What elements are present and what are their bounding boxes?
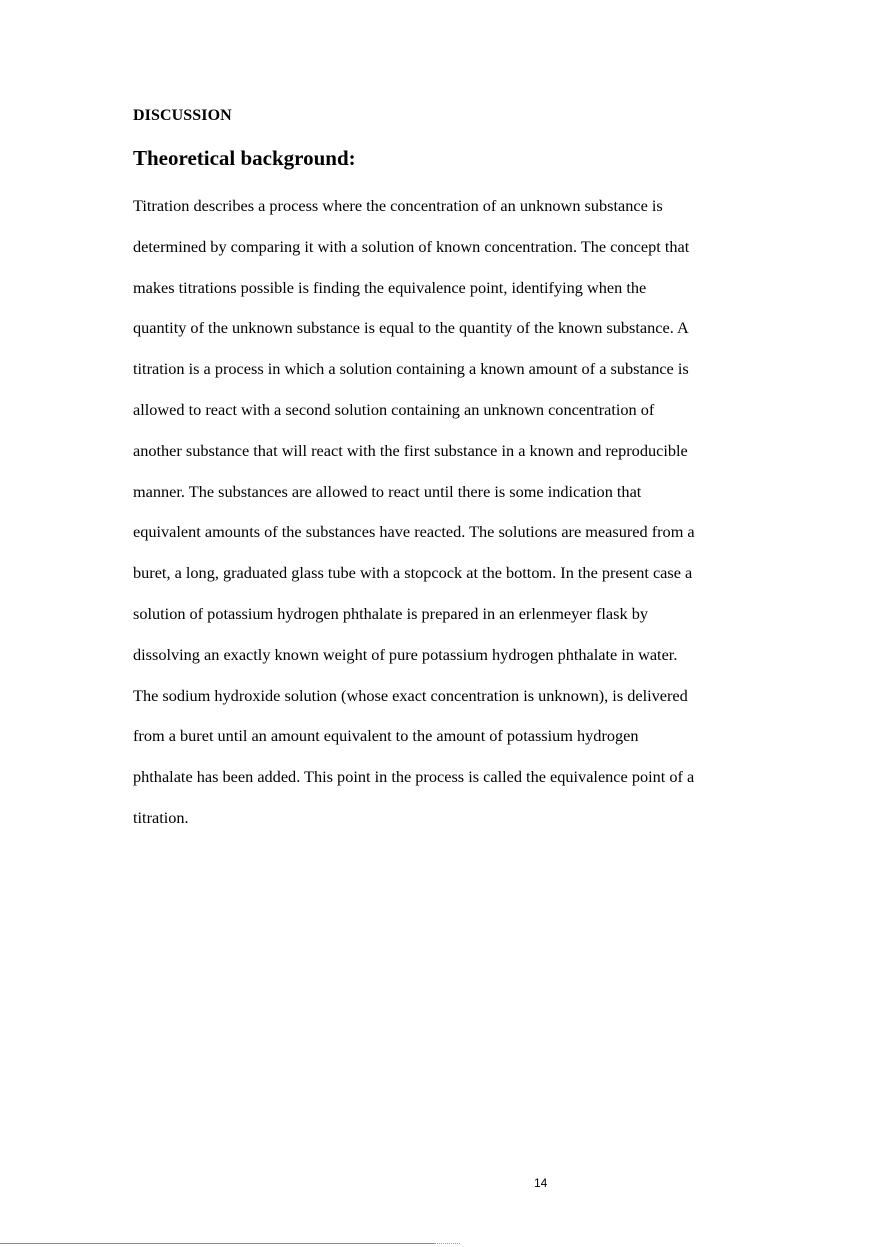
paragraph-line: buret, a long, graduated glass tube with a stopcock at the bottom. In the present case a (133, 563, 693, 583)
footer-divider (0, 1243, 434, 1244)
paragraph-line: from a buret until an amount equivalent to the amount of potassium hydrogen (133, 726, 639, 746)
paragraph-line: equivalent amounts of the substances have reacted. The solutions are measured from a (133, 522, 695, 542)
paragraph-line: Titration describes a process where the concentration of an unknown substance is (133, 196, 663, 215)
paragraph-line: solution of potassium hydrogen phthalate is prepared in an erlenmeyer flask by (133, 603, 648, 623)
footer-divider-dotted (434, 1243, 460, 1244)
paragraph-line: quantity of the unknown substance is equal to the quantity of the known substance. A (133, 318, 689, 338)
paragraph-line: The sodium hydroxide solution (whose exact concentration is unknown), is delivered (133, 685, 688, 705)
page-number: 14 (534, 1176, 548, 1190)
section-subheading: Theoretical background: (133, 146, 356, 170)
paragraph-line: manner. The substances are allowed to react until there is some indication that (133, 481, 642, 501)
paragraph-line: another substance that will react with the first substance in a known and reproducible (133, 440, 688, 460)
paragraph-line: titration. (133, 807, 189, 827)
paragraph-line: determined by comparing it with a solution of known concentration. The concept that (133, 236, 690, 256)
paragraph-line: makes titrations possible is finding the equivalence point, identifying when the (133, 277, 647, 297)
body-paragraph (133, 194, 773, 847)
paragraph-line: allowed to react with a second solution containing an unknown concentration of (133, 399, 655, 419)
paragraph-line: titration is a process in which a solution containing a known amount of a substance is (133, 359, 689, 379)
section-heading: DISCUSSION (133, 107, 232, 124)
paragraph-line: phthalate has been added. This point in the process is called the equivalence point of a (133, 767, 695, 787)
paragraph-line: dissolving an exactly known weight of pure potassium hydrogen phthalate in water. (133, 644, 678, 664)
